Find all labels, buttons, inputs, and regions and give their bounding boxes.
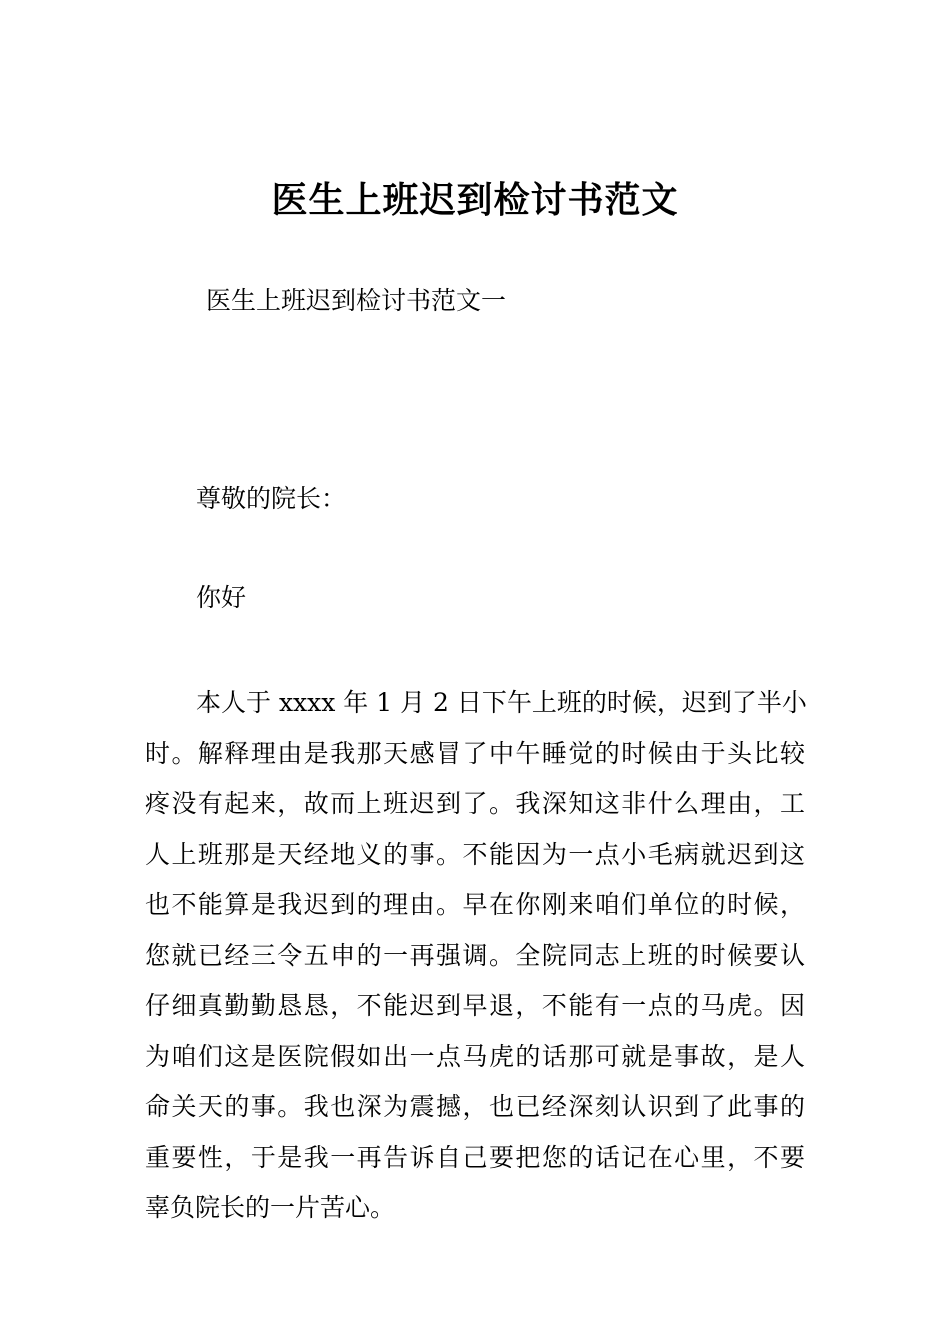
section-heading: 医生上班迟到检讨书范文一 [206, 286, 507, 315]
body-line: 时。解释理由是我那天感冒了中午睡觉的时候由于头比较 [145, 738, 805, 768]
body-paragraph [145, 678, 805, 1234]
body-line: 仔细真勤勤恳恳，不能迟到早退，不能有一点的马虎。因 [145, 991, 805, 1020]
body-line: 命关天的事。我也深为震撼，也已经深刻认识到了此事的 [145, 1092, 805, 1121]
body-line: 您就已经三令五申的一再强调。全院同志上班的时候要认 [145, 940, 805, 970]
greeting: 你好 [196, 583, 247, 612]
body-line: 为咱们这是医院假如出一点马虎的话那可就是事故，是人 [145, 1041, 805, 1071]
body-line: 疼没有起来，故而上班迟到了。我深知这非什么理由，工 [145, 789, 805, 818]
body-line: 也不能算是我迟到的理由。早在你刚来咱们单位的时候， [145, 890, 805, 919]
body-line: 本人于 xxxx 年 1 月 2 日下午上班的时候，迟到了半小 [196, 688, 807, 717]
body-line: 重要性，于是我一再告诉自己要把您的话记在心里，不要 [145, 1142, 805, 1172]
document-title: 医生上班迟到检讨书范文 [271, 180, 679, 221]
salutation: 尊敬的院长： [196, 484, 347, 513]
body-line: 人上班那是天经地义的事。不能因为一点小毛病就迟到这 [145, 839, 805, 869]
body-line: 辜负院长的一片苦心。 [145, 1193, 396, 1222]
